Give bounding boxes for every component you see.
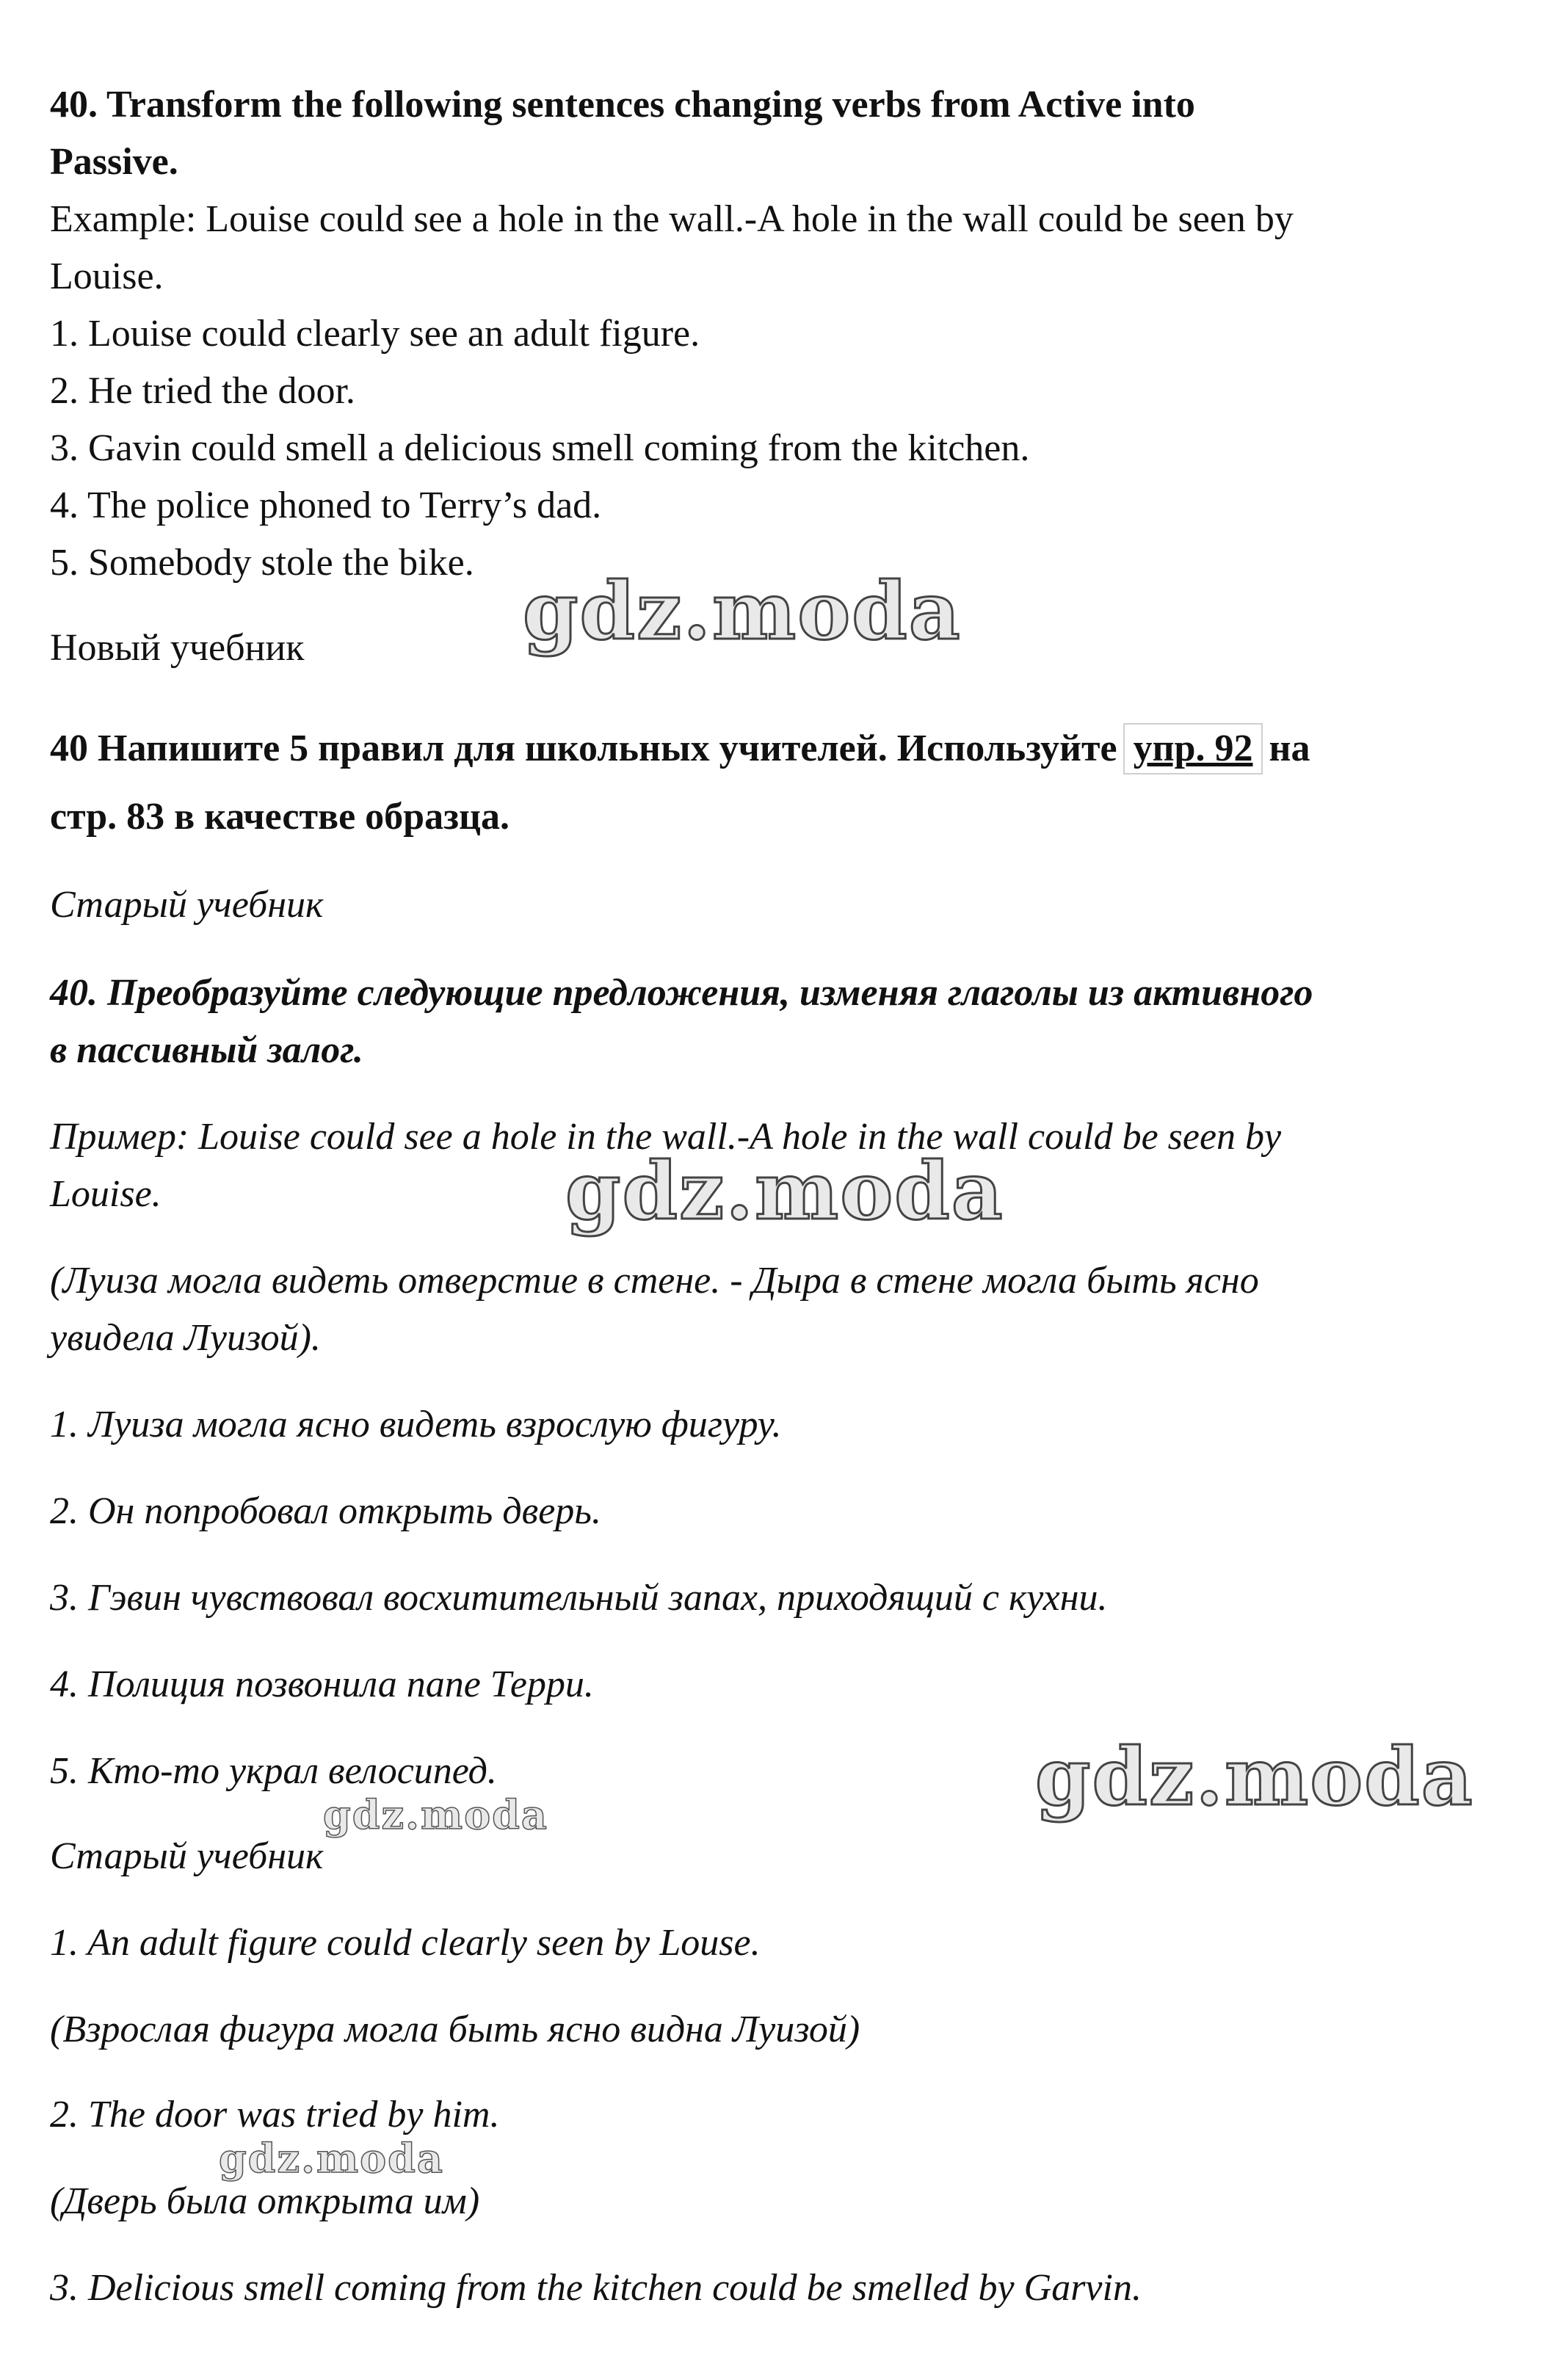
old-translation-line1: (Луиза могла видеть отверстие в стене. - Дыра в стене могла быть ясно xyxy=(50,1260,1259,1302)
new-textbook-label: Новый учебник xyxy=(50,627,305,669)
new-textbook-task-line1 xyxy=(50,723,1519,774)
old-translation-line2: увидела Луизой). xyxy=(50,1317,321,1359)
task-item-2: 2. He tried the door. xyxy=(50,370,355,412)
answer-translation-1: (Взрослая фигура могла быть ясно видна Луизой) xyxy=(50,2009,860,2050)
task-item-3: 3. Gavin could smell a delicious smell coming from the kitchen. xyxy=(50,427,1030,469)
new-textbook-task-line2: стр. 83 в качестве образца. xyxy=(50,796,509,838)
answer-line-3: 3. Delicious smell coming from the kitchen could be smelled by Garvin. xyxy=(50,2267,1142,2309)
old-item-5: 5. Кто-то украл велосипед. xyxy=(50,1750,497,1792)
exercise-reference-link[interactable]: упр. 92 xyxy=(1123,723,1263,774)
old-example-line1: Пример: Louise could see a hole in the wall.-A hole in the wall could be seen by xyxy=(50,1116,1282,1158)
task-item-5: 5. Somebody stole the bike. xyxy=(50,542,474,584)
answer-line-2: 2. The door was tried by him. xyxy=(50,2094,500,2136)
answer-translation-2: (Дверь была открыта им) xyxy=(50,2180,480,2222)
new-textbook-task-text-after: на xyxy=(1269,728,1310,769)
answer-line-1: 1. An adult figure could clearly seen by Louse. xyxy=(50,1922,761,1964)
new-textbook-task-text: 40 Напишите 5 правил для школьных учителей. Используйте xyxy=(50,728,1117,769)
watermark-logo-small: gdz.moda xyxy=(323,1791,548,1838)
old-item-4: 4. Полиция позвонила папе Терри. xyxy=(50,1664,594,1705)
task-item-4: 4. The police phoned to Terry’s dad. xyxy=(50,485,602,526)
old-textbook-label: Старый учебник xyxy=(50,884,324,926)
watermark-logo: gdz.moda xyxy=(565,1145,1004,1238)
watermark-logo: gdz.moda xyxy=(523,565,962,658)
answers-label: Старый учебник xyxy=(50,1835,324,1877)
old-item-2: 2. Он попробовал открыть дверь. xyxy=(50,1490,601,1532)
example-line1: Example: Louise could see a hole in the wall.-A hole in the wall could be seen by xyxy=(50,198,1294,240)
old-item-3: 3. Гэвин чувствовал восхитительный запах, приходящий с кухни. xyxy=(50,1577,1108,1619)
old-item-1: 1. Луиза могла ясно видеть взрослую фигуру. xyxy=(50,1404,782,1445)
task-title-line1: 40. Transform the following sentences changing verbs from Active into xyxy=(50,84,1195,126)
task-title-line2: Passive. xyxy=(50,141,178,183)
watermark-logo: gdz.moda xyxy=(1035,1731,1474,1824)
watermark-logo-small: gdz.moda xyxy=(219,2135,444,2182)
example-line2: Louise. xyxy=(50,255,164,297)
old-task-title-line1: 40. Преобразуйте следующие предложения, изменяя глаголы из активного xyxy=(50,972,1313,1014)
old-task-title-line2: в пассивный залог. xyxy=(50,1029,363,1071)
old-example-line2: Louise. xyxy=(50,1173,162,1215)
task-item-1: 1. Louise could clearly see an adult figure. xyxy=(50,313,700,355)
